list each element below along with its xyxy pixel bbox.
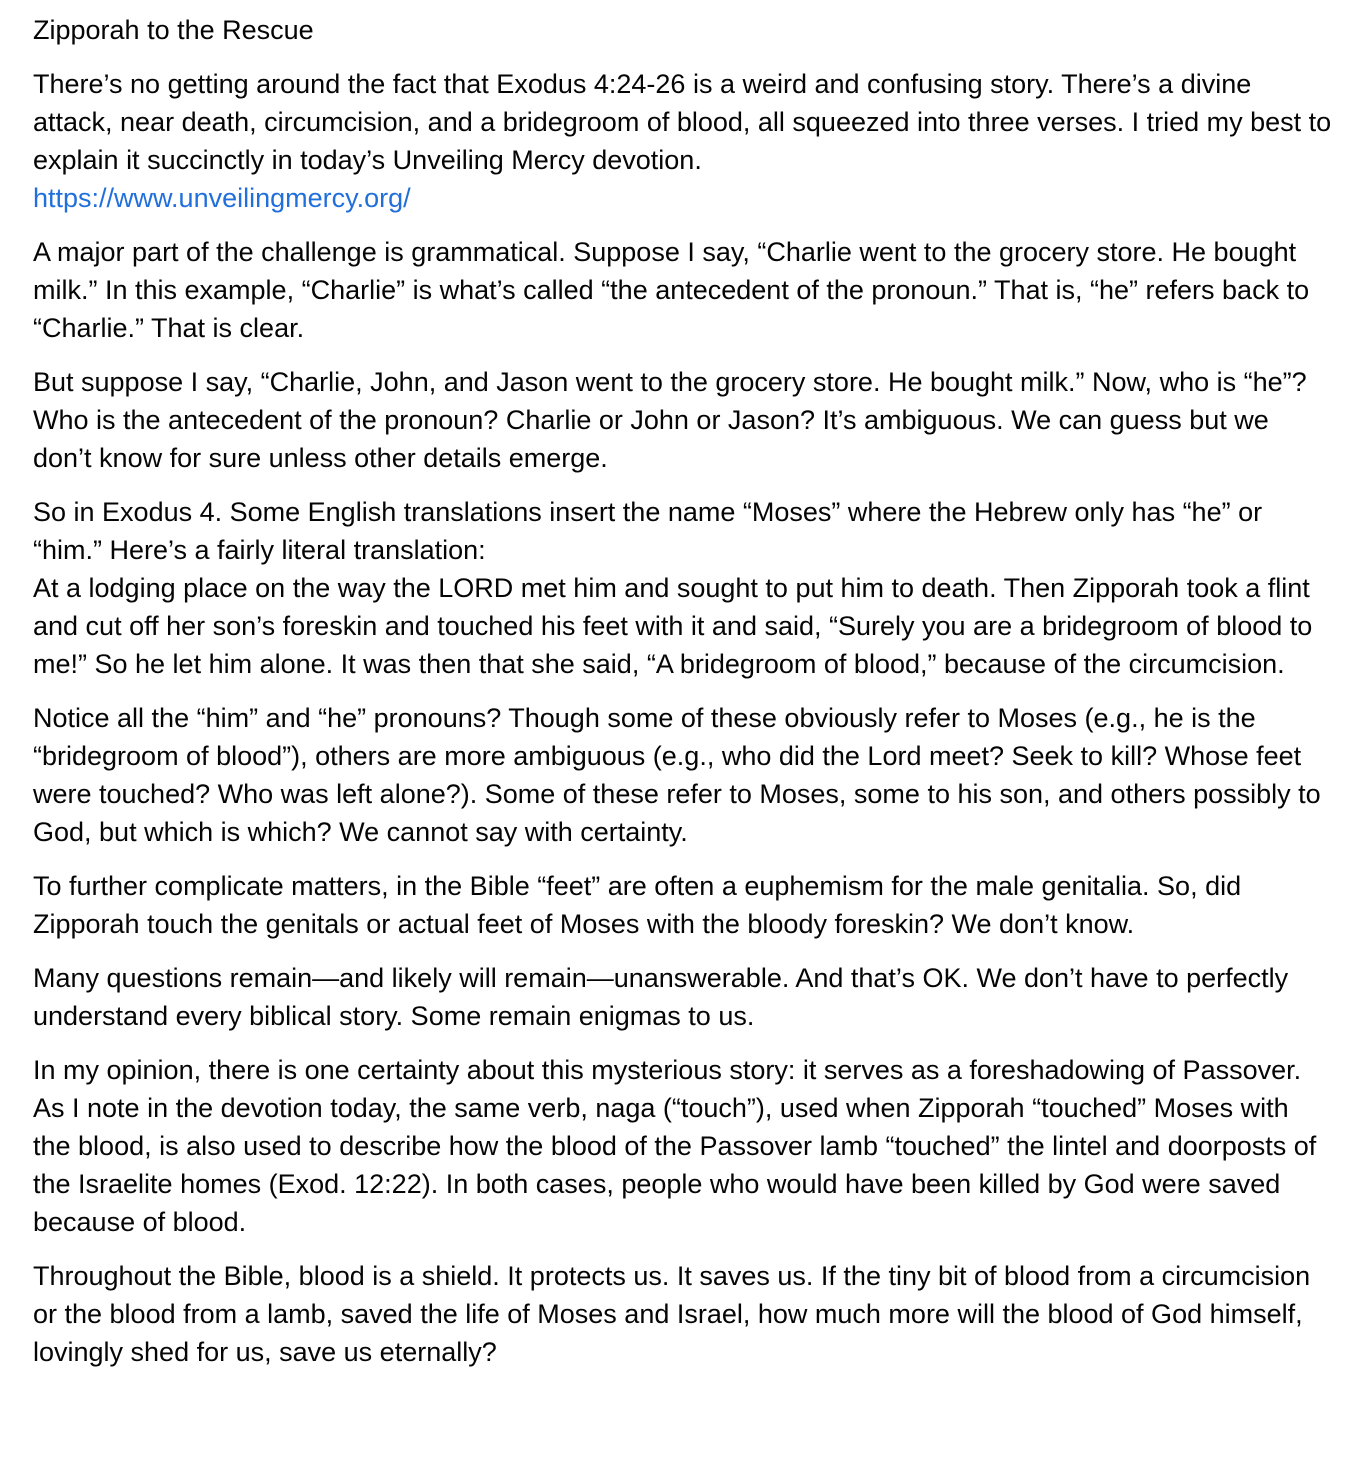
paragraph-grammar: A major part of the challenge is grammatical. Suppose I say, “Charlie went to the grocery store. He bought milk.” In this example, “Charlie” is what’s called “the antecedent of the pronoun.” That is, “he” refers back to “Charlie.” That is clear. [33,237,1310,343]
paragraph-blood-shield: Throughout the Bible, blood is a shield. It protects us. It saves us. If the tiny bit of blood from a circumcision or the blood from a lamb, saved the life of Moses and Israel, how much more will the blood of God himself, lovingly shed for us, save us eternally? [33,1261,1311,1367]
paragraph-translation-intro: So in Exodus 4. Some English translations insert the name “Moses” where the Hebrew only has “he” or “him.” Here’s a fairly literal translation: [33,497,1263,565]
post-body [33,11,1333,1387]
translation-quote: At a lodging place on the way the LORD met him and sought to put him to death. Then Zipporah took a flint and cut off her son’s foreskin and touched his feet with it and said, “Surely you are a bridegroom of blood to me!” So he let him alone. It was then that she said, “A bridegroom of blood,” because of the circumcision. [33,573,1313,679]
post-title: Zipporah to the Rescue [33,15,314,45]
paragraph-ambiguity: But suppose I say, “Charlie, John, and Jason went to the grocery store. He bought milk.” Now, who is “he”? Who is the antecedent of the pronoun? Charlie or John or Jason? It’s ambiguous. We can guess but we don’t know for sure unless other details emerge. [33,367,1307,473]
paragraph-intro-text: There’s no getting around the fact that Exodus 4:24-26 is a weird and confusing story. There’s a divine attack, near death, circumcision, and a bridegroom of blood, all squeezed into three verses. I tried my best to explain it succinctly in today’s Unveiling Mercy devotion. [33,69,1332,175]
paragraph-feet: To further complicate matters, in the Bible “feet” are often a euphemism for the male genitalia. So, did Zipporah touch the genitals or actual feet of Moses with the bloody foreskin? We don’t know. [33,871,1242,939]
unveiling-mercy-link[interactable]: https://www.unveilingmercy.org/ [33,183,411,213]
paragraph-intro [33,65,1333,217]
paragraph-pronouns: Notice all the “him” and “he” pronouns? Though some of these obviously refer to Moses (e.g., he is the “bridegroom of blood”), others are more ambiguous (e.g., who did the Lord meet? Seek to kill? Whose feet were touched? Who was left alone?). Some of these refer to Moses, some to his son, and others possibly to God, but which is which? We cannot say with certainty. [33,703,1321,847]
paragraph-questions: Many questions remain—and likely will remain—unanswerable. And that’s OK. We don’t have to perfectly understand every biblical story. Some remain enigmas to us. [33,963,1289,1031]
paragraph-passover: In my opinion, there is one certainty about this mysterious story: it serves as a foreshadowing of Passover. As I note in the devotion today, the same verb, naga (“touch”), used when Zipporah “touched” Moses with the blood, is also used to describe how the blood of the Passover lamb “touched” the lintel and doorposts of the Israelite homes (Exod. 12:22). In both cases, people who would have been killed by God were saved because of blood. [33,1055,1317,1237]
paragraph-translation [33,493,1333,683]
